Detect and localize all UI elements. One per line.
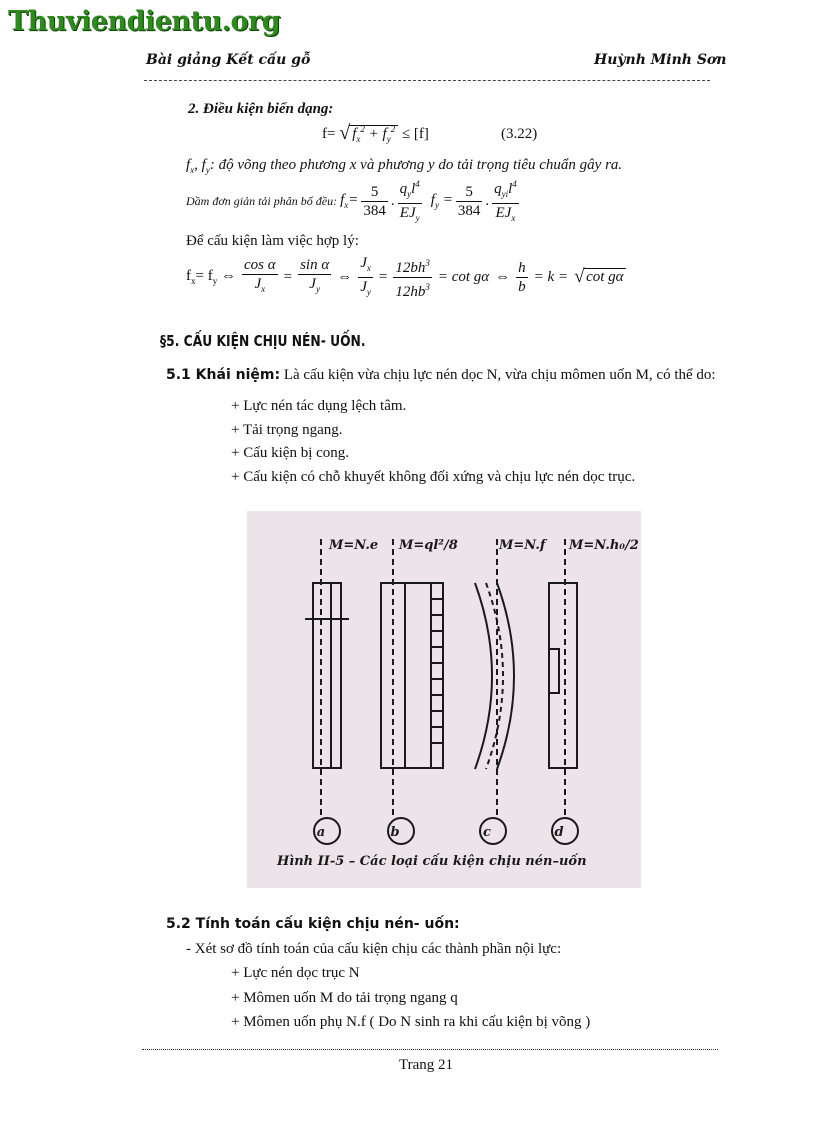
list-item: + Cấu kiện có chỗ khuyết không đối xứng và chịu lực nén dọc trục. bbox=[231, 469, 636, 485]
reasonable-condition: Để cấu kiện làm việc hợp lý: bbox=[186, 233, 359, 249]
equation-number: (3.22) bbox=[501, 126, 538, 142]
section-5-title: §5. CẤU KIỆN CHỊU NÉN- UỐN. bbox=[160, 332, 366, 350]
concept-paragraph: 5.1 Khái niệm: Là cấu kiện vừa chịu lực nén dọc N, vừa chịu mômen uốn M, có thể do: bbox=[166, 367, 716, 383]
list-item: + Mômen uốn phụ N.f ( Do N sinh ra khi cấu kiện bị võng ) bbox=[231, 1014, 591, 1030]
list-item: + Mômen uốn M do tải trọng ngang q bbox=[231, 990, 458, 1006]
fig-label-top-a: M=N.e bbox=[329, 538, 379, 553]
fig-label-top-d: M=N.h₀/2 bbox=[569, 538, 639, 553]
reasonable-equation: $f_x= f_y$ ⇔ $\frac{\text{cos α}}{J_x}$ = $\frac{\text{sin α}}{J_y}$ ⇔ $\frac{J_x}{J_y}$ = $\frac{12bh^3}{12hb^3}$ = cot gα ⇔ $\frac{h}{b}$ = k = √ cot gα bbox=[186, 254, 624, 300]
header-course-title: Bài giảng Kết cấu gỗ bbox=[146, 52, 311, 68]
list-item: + Lực nén dọc trục N bbox=[231, 965, 360, 981]
fig-label-d: d bbox=[554, 825, 564, 840]
page-number: Trang 21 bbox=[399, 1057, 454, 1073]
deformation-equation: f= √ $f_x^2 + f_y^2 \le [f]$ bbox=[322, 122, 429, 144]
beam-deflection-formula: Dầm đơn giản tải phân bố đều: $f_x=$ $\frac{5}{384}$ . $\frac{q_yl^4}{EJ_y}$ $f_y$ = $\frac{5}{384}$ . $\frac{q_{yi}l^4}{EJ_x}$ bbox=[186, 180, 519, 222]
fig-label-top-c: M=N.f bbox=[499, 538, 546, 553]
header-author: Huỳnh Minh Sơn bbox=[594, 52, 727, 68]
fig-label-top-b: M=ql²/8 bbox=[399, 538, 458, 553]
fig-label-a: a bbox=[316, 825, 326, 840]
figure-caption: Hình II-5 – Các loại cấu kiện chịu nén–uốn bbox=[277, 854, 587, 869]
list-item: + Tải trọng ngang. bbox=[231, 422, 343, 438]
fig-label-c: c bbox=[483, 825, 491, 840]
site-logo: Thuviendientu.org bbox=[8, 6, 281, 37]
list-item: + Cấu kiện bị cong. bbox=[231, 445, 350, 461]
list-item: + Lực nén tác dụng lệch tâm. bbox=[231, 398, 407, 414]
footer-divider bbox=[142, 1049, 718, 1050]
deflection-description: $f_x$, $f_y$: độ võng theo phương x và phương y do tải trọng tiêu chuẩn gây ra. bbox=[186, 157, 623, 175]
fig-label-b: b bbox=[390, 825, 400, 840]
calc-intro: - Xét sơ đồ tính toán của cấu kiện chịu các thành phần nội lực: bbox=[186, 941, 562, 957]
section-deformation-title: 2. Điều kiện biến dạng: bbox=[188, 101, 334, 117]
calc-title: 5.2 Tính toán cấu kiện chịu nén- uốn: bbox=[166, 916, 460, 932]
figure-drawing bbox=[247, 511, 641, 888]
header-divider bbox=[144, 80, 710, 81]
figure-compression-bending bbox=[247, 511, 641, 888]
